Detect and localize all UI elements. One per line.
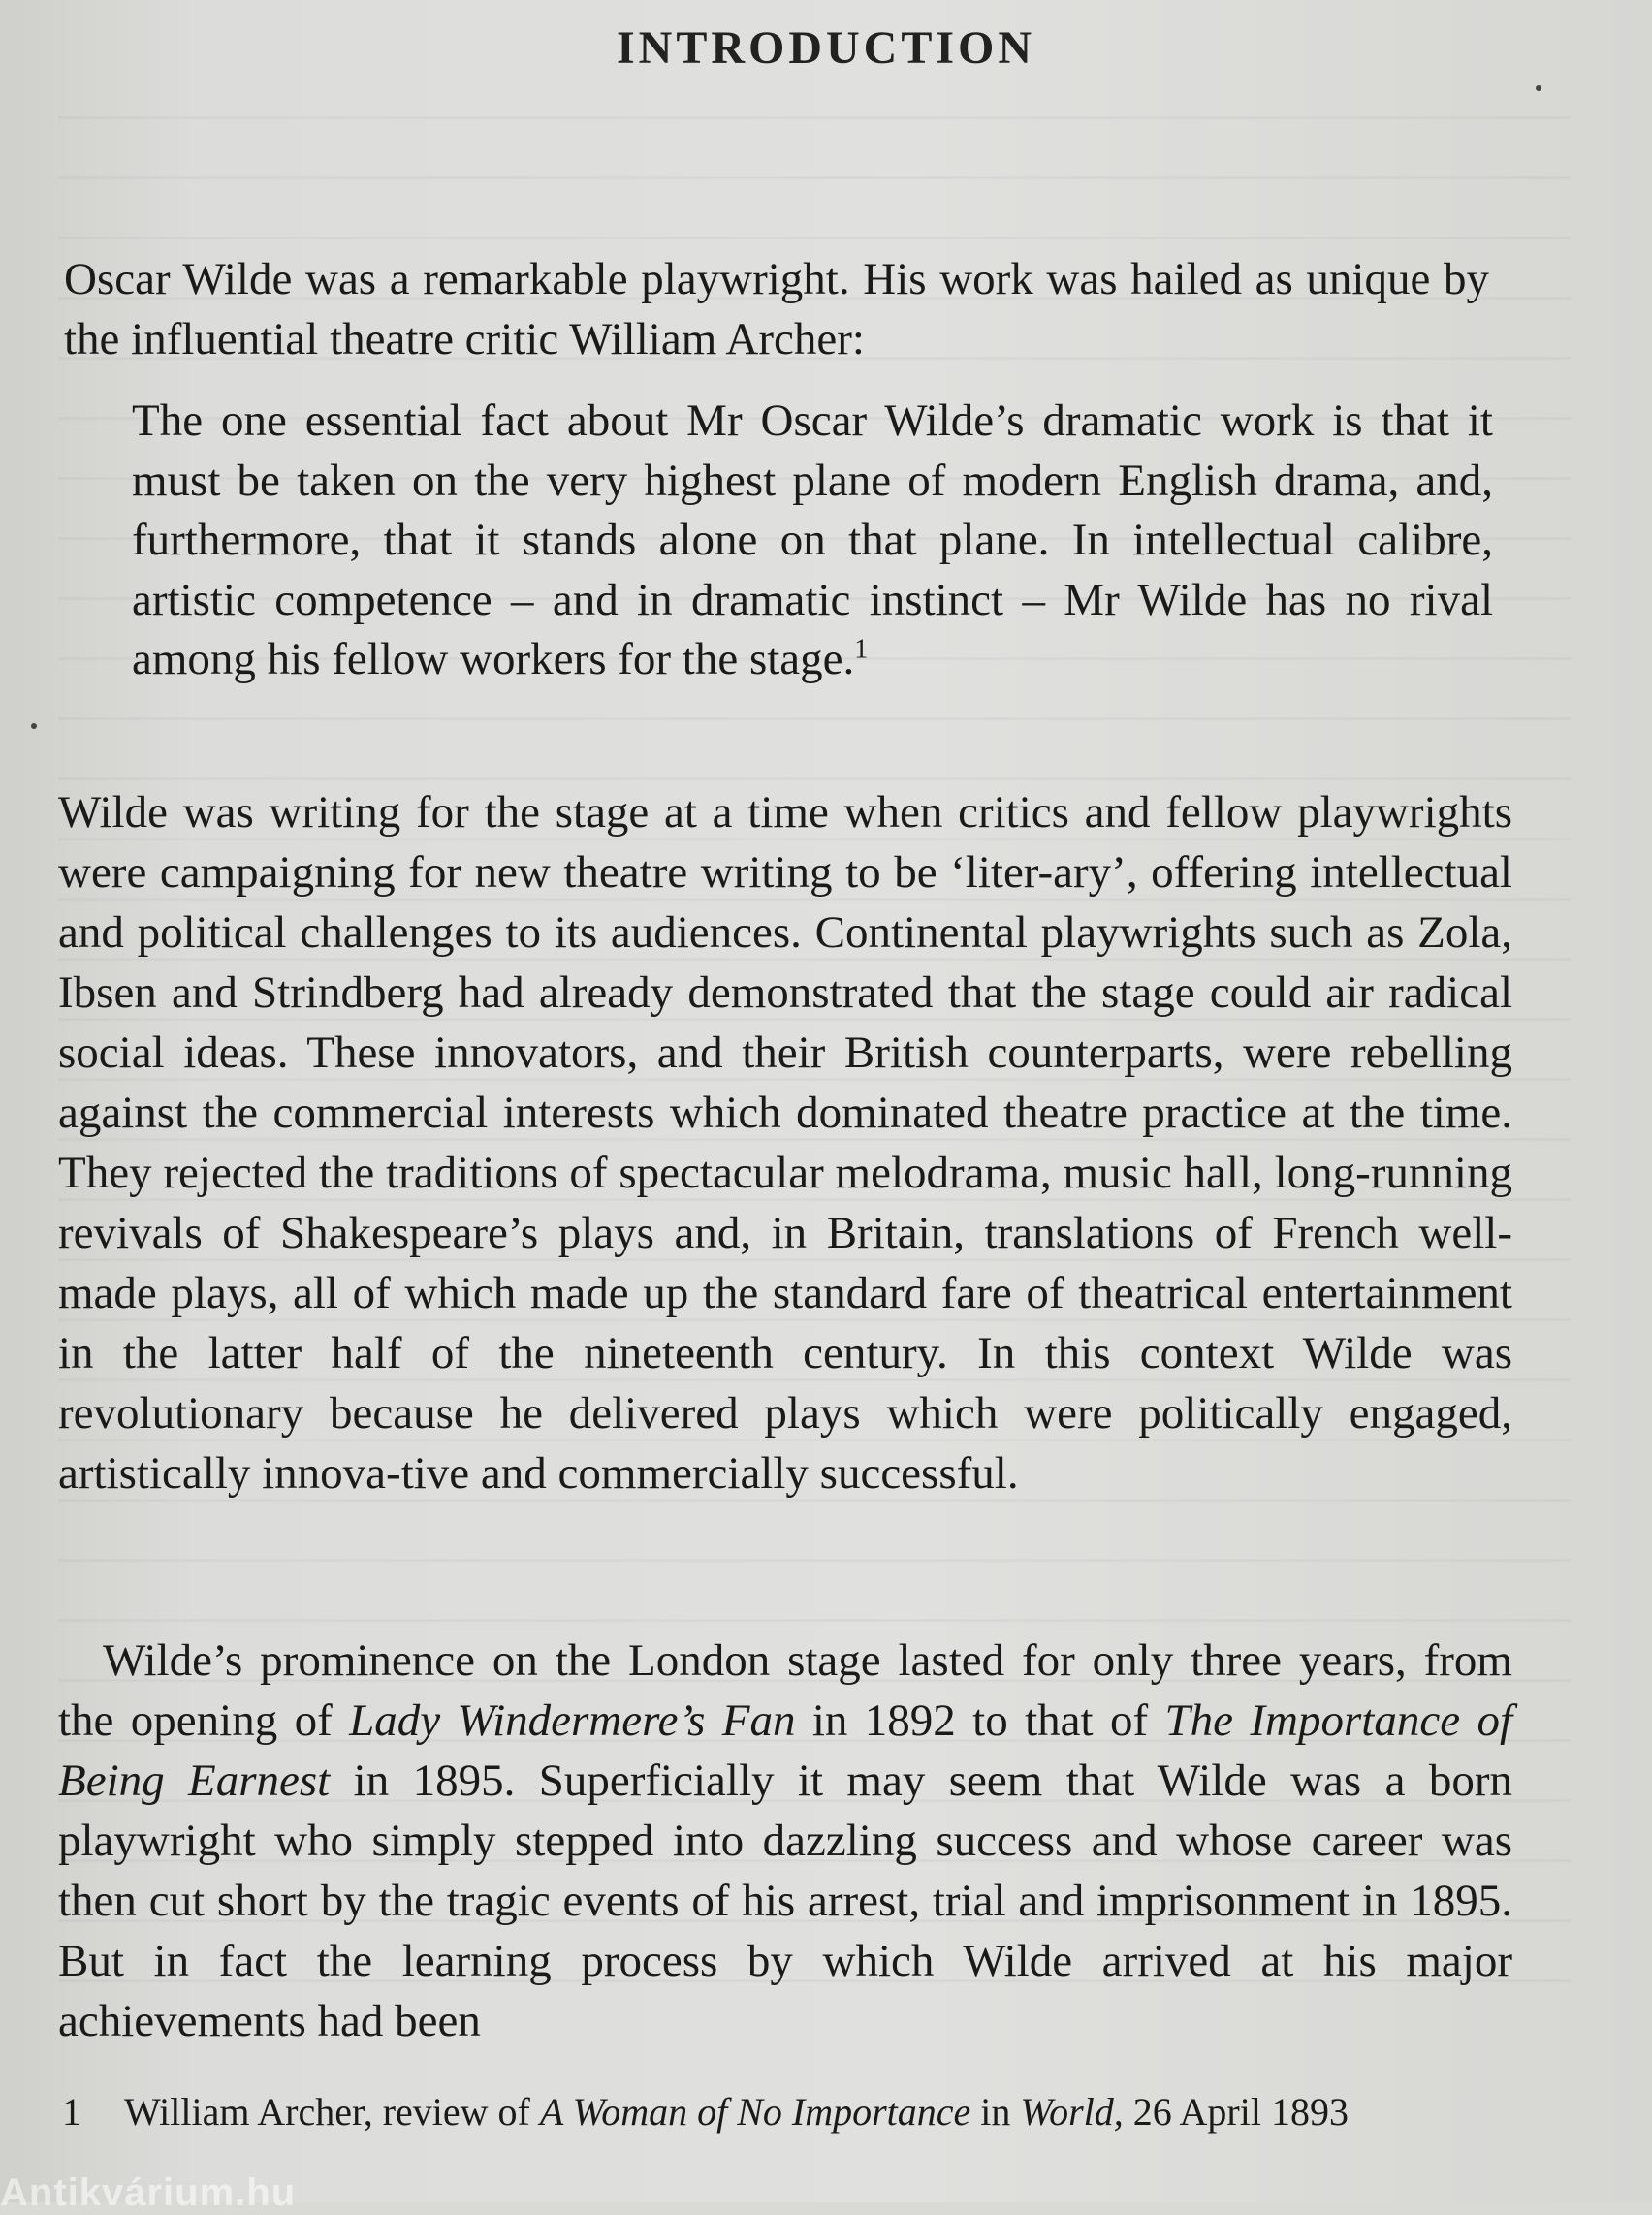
paragraph-text: in 1895. Superficially it may seem that Wilde was a born playwright who simply stepped into dazzling success and whose career was then cut short by the tragic events of his arrest, trial and imprisonment in 1895. But in fact the learning process by which Wilde arrived at his major achievements had been xyxy=(58,1756,1512,2046)
play-title: Lady Windermere’s Fan xyxy=(349,1695,796,1746)
footnote-text: 26 April 1893 xyxy=(1123,2090,1349,2134)
footnote-text: in xyxy=(970,2090,1021,2134)
paragraph-text: in 1892 to that of xyxy=(795,1695,1165,1746)
play-title: The Importance of Being Earnest xyxy=(58,1695,1512,1806)
footnote-text: William Archer, review of xyxy=(124,2090,540,2134)
watermark: Antikvárium.hu xyxy=(0,2171,297,2214)
chapter-heading: INTRODUCTION xyxy=(616,22,1036,74)
publication-title: World, xyxy=(1020,2090,1124,2134)
paragraph-intro: Oscar Wilde was a remarkable playwright. His work was hailed as unique by the influential theatre critic William Archer: xyxy=(64,254,1489,364)
paragraph-prominence xyxy=(58,1630,1512,2051)
ink-speck xyxy=(1536,85,1541,91)
footnote xyxy=(62,2089,1516,2135)
footnote-number: 1 xyxy=(62,2090,81,2134)
block-quote xyxy=(132,392,1493,690)
footnote-reference[interactable]: 1 xyxy=(854,634,869,665)
quote-text: The one essential fact about Mr Oscar Wilde’s dramatic work is that it must be taken on the very highest plane of modern English drama, and, furthermore, that it stands alone on that plane. In intellectual calibre, artistic competence – and in dramatic instinct – Mr Wilde has no rival among his fellow workers for the stage. xyxy=(132,396,1493,684)
ink-speck xyxy=(31,723,37,729)
paragraph-text: Wilde’s prominence on the London stage lasted for only three years, from the opening of xyxy=(58,1635,1512,1746)
paragraph-context: Wilde was writing for the stage at a time when critics and fellow playwrights were campaigning for new theatre writing to be ‘liter-ary’, offering intellectual and political challenges to its audiences. Continental playwrights such as Zola, Ibsen and Strindberg had already demonstrated that the stage could air radical social ideas. These innovators, and their British counterparts, were rebelling against the commercial interests which dominated theatre practice at the time. They rejected the traditions of spectacular melodrama, music hall, long-running revivals of Shakespeare’s plays and, in Britain, translations of French well-made plays, all of which made up the standard fare of theatrical entertainment in the latter half of the nineteenth century. In this context Wilde was revolutionary because he delivered plays which were politically engaged, artistically innova-tive and commercially successful. xyxy=(58,787,1512,1499)
cited-title: A Woman of No Importance xyxy=(539,2090,971,2134)
